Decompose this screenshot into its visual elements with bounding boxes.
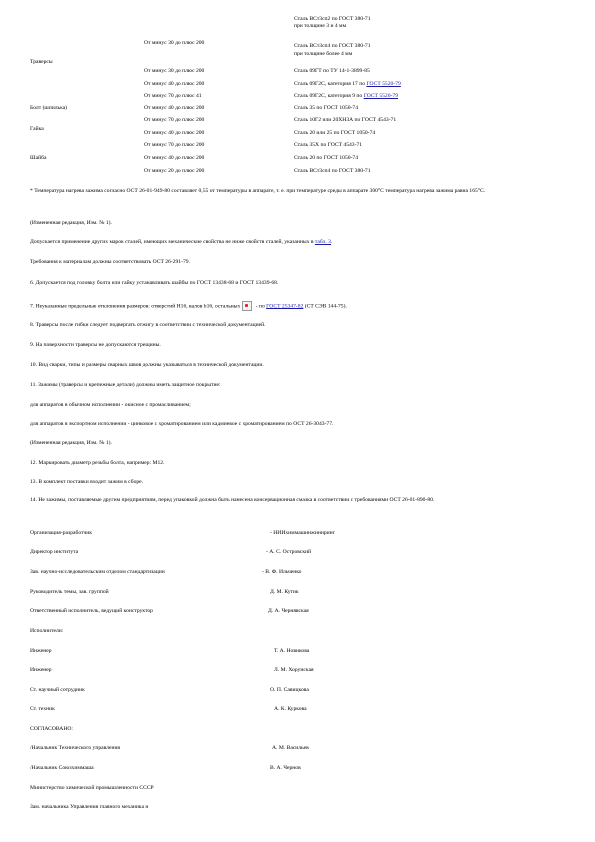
- table-cell-material: Сталь 35Х по ГОСТ 4543-71: [294, 142, 363, 148]
- signature-name: О. П. Савицкова: [270, 687, 309, 693]
- signature-role: Зав. научно-исследовательским отделом стандартизации: [30, 569, 165, 575]
- signature-name: В. А. Чернов: [270, 765, 301, 771]
- signature-role: Министерство химической промышленности СССР: [30, 785, 154, 791]
- table-cell-material: Сталь ВСт3сп4 по ГОСТ 380-71: [294, 168, 371, 174]
- signature-role: Инженер: [30, 648, 52, 654]
- paragraph-9: 9. На поверхности траверсы не допускаются трещины.: [30, 342, 161, 348]
- table-cell-temp: От минус 40 до плюс 200: [144, 130, 205, 136]
- paragraph-11a: для аппаратов в обычном исполнении - окисное с промасливанием;: [30, 402, 191, 408]
- signature-name: Д. М. Кутик: [270, 589, 299, 595]
- signature-name: Д. А. Чернявская: [268, 608, 309, 614]
- signature-role: Директор института: [30, 549, 79, 555]
- table-cell-material: Сталь 35 по ГОСТ 1050-74: [294, 105, 359, 111]
- signature-name: - А. С. Островский: [266, 549, 312, 555]
- gost-25347-link[interactable]: ГОСТ 25347-82: [266, 303, 304, 310]
- signature-name: - НИИхиммашинжиниринг: [270, 530, 335, 536]
- signature-role: Ст. научный сотрудник: [30, 687, 85, 693]
- table-cell-part: Болт (шпилька): [30, 105, 68, 111]
- signature-role: Организация-разработчик: [30, 530, 93, 536]
- signature-role: Руководитель темы, зав. группой: [30, 589, 109, 595]
- table-cell-temp: От минус 30 до плюс 200: [144, 68, 205, 74]
- signature-name: Т. А. Новикова: [274, 648, 310, 654]
- table-cell-part: Гайка: [30, 126, 44, 132]
- table-cell-material: Сталь 09Г2С, категория 9 по ГОСТ 5520-79: [294, 93, 398, 99]
- table-3-link[interactable]: табл. 3: [314, 239, 331, 245]
- table-cell-temp: От минус 40 до плюс 200: [144, 105, 205, 111]
- signature-role: Ст. техник: [30, 706, 55, 712]
- paragraph-11: 11. Зажимы (траверсы и крепежные детали) должны иметь защитное покрытие:: [30, 382, 221, 388]
- paragraph-12: 12. Маркировать диаметр резьбы болта, например: М12.: [30, 460, 165, 466]
- table-cell-part: Шайба: [30, 155, 47, 161]
- paragraph-10: 10. Вид сварки, типы и размеры сварных швов должны указываться в технической документации.: [30, 362, 264, 368]
- paragraph-8: 8. Траверсы после гибки следует подвергать отжигу в соответствии с технической документацией.: [30, 322, 266, 328]
- gost-link[interactable]: ГОСТ 5520-79: [363, 93, 398, 99]
- signature-role: Ответственный исполнитель, ведущий конструктор: [30, 608, 153, 614]
- signature-name: А. К. Куркова: [274, 706, 307, 712]
- table-cell-material: Сталь 10Г2 или 20ХН3А по ГОСТ 4543-71: [294, 117, 397, 123]
- paragraph-13: 13. В комплект поставки входит зажим в сборе.: [30, 479, 144, 485]
- table-cell-material: Сталь 20 или 25 по ГОСТ 1050-74: [294, 130, 376, 136]
- table-cell-temp: От минус 40 до плюс 200: [144, 155, 205, 161]
- signature-name: - В. Ф. Ильченко: [262, 569, 302, 575]
- paragraph-11b: для аппаратов в экспортном исполнении - цинковое с хроматированием или кадмиевое с хроматированием по ОСТ 26-3043-77.: [30, 421, 334, 427]
- gost-link[interactable]: ГОСТ 5520-79: [366, 81, 401, 87]
- table-cell-material: Сталь 09Г2С, категория 17 по ГОСТ 5520-79: [294, 81, 401, 87]
- table-cell-temp: От минус 70 до плюс 41: [144, 93, 202, 99]
- materials-table: [0, 0, 595, 180]
- table-cell-material: Сталь 20 по ГОСТ 1050-74: [294, 155, 359, 161]
- change-note: (Измененная редакция, Изм. № 1).: [30, 220, 112, 226]
- paragraph-6: 6. Допускается под головку болта или гайку устанавливать шайбы по ГОСТ 13438-68 и ГОСТ 13439-68.: [30, 280, 279, 286]
- table-cell-temp: От минус 20 до плюс 200: [144, 168, 205, 174]
- signature-role: /Начальник Технического управления: [30, 745, 121, 751]
- signature-role: /Начальник Союзхиммаша: [30, 765, 94, 771]
- table-cell-temp: От минус 70 до плюс 200: [144, 117, 205, 123]
- table-cell-temp: От минус 30 до плюс 200: [144, 40, 205, 46]
- table-cell-material: Сталь 09ГТ по ТУ 14-1-3899-85: [294, 68, 370, 74]
- change-note: (Измененная редакция, Изм. № 1).: [30, 440, 112, 446]
- signature-name: Л. М. Хорунская: [274, 667, 314, 673]
- signature-role: Инженер: [30, 667, 52, 673]
- table-cell-temp: От минус 70 до плюс 200: [144, 142, 205, 148]
- table-cell-temp: От минус 40 до плюс 200: [144, 81, 205, 87]
- table-cell-material: при толщине 3 и 4 мм: [294, 23, 347, 29]
- paragraph-material-requirements: Требования к материалам должны соответствовать ОСТ 26-291-79.: [30, 259, 190, 265]
- signature-role: СОГЛАСОВАНО:: [30, 726, 73, 732]
- table-cell-material: Сталь ВСт3сп4 по ГОСТ 380-71: [294, 43, 371, 49]
- paragraph-7: 7. Неуказанные предельные отклонения размеров: отверстий H16, валов h16, остальных - по ГОСТ 25347-82 (СТ СЭВ 144-75).: [30, 301, 347, 311]
- table-cell-material: при толщине более 4 мм: [294, 51, 353, 57]
- paragraph-allowed-steels: Допускается применение других марок сталей, имеющих механические свойства не ниже свойств сталей, указанных в табл. 3.: [30, 239, 333, 245]
- footnote: * Температура нагрева зажима согласно ОСТ 26-01-949-80 составляет 0,55 от температуры в аппарате, т. е. при температуре среды в аппарате 300°С температура нагрева зажима равна 165°С.: [30, 188, 486, 194]
- broken-image-icon: [242, 301, 252, 311]
- signature-role: Исполнители:: [30, 628, 64, 634]
- signature-name: А. М. Васильев: [272, 745, 309, 751]
- paragraph-14: 14. Не зажимы, поставляемые другим предприятиям, перед упаковкой должна быть нанесена консервационная смазка в соответствии с требованиями ОСТ 26-01-890-80.: [30, 497, 435, 503]
- table-cell-material: Сталь ВСт3сп2 по ГОСТ 380-71: [294, 16, 371, 22]
- signature-role: Зам. начальника Управления главного механика и: [30, 804, 149, 810]
- table-cell-part: Траверсы: [30, 59, 53, 65]
